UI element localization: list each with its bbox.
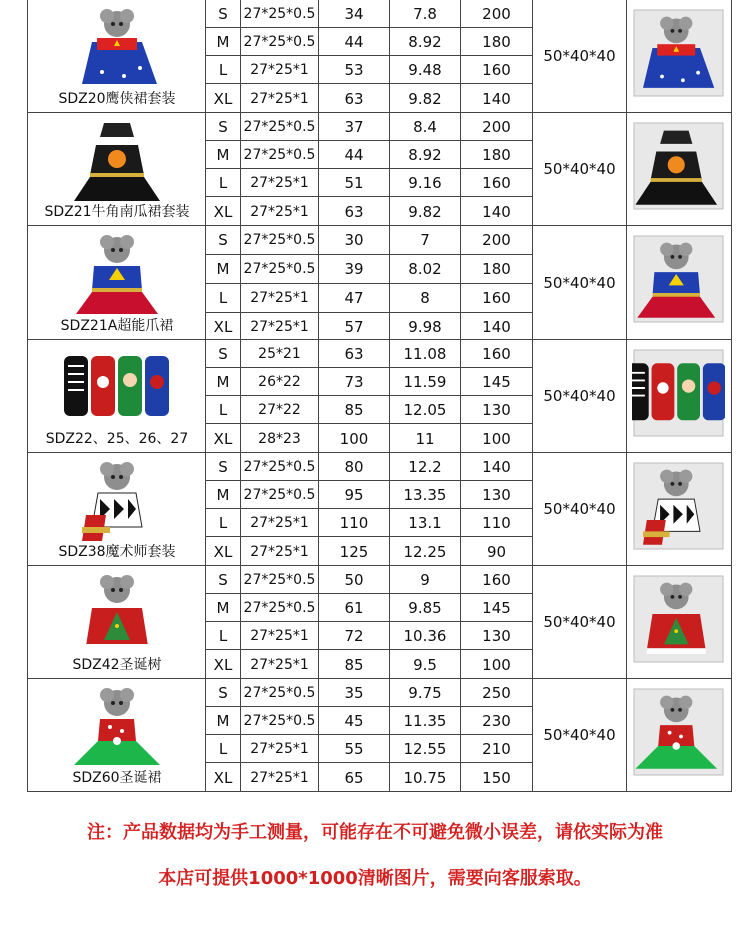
dimension-cell: 27*25*0.5 [241,481,319,508]
dimension-cell: 27*25*1 [241,284,319,312]
quantity-cell: 160 [461,56,533,83]
length-cell: 34 [319,0,390,27]
product-group [27,226,732,340]
product-cell [27,566,206,678]
size-rows [206,0,533,112]
package-photo-icon [632,8,725,98]
size-cell: M [206,28,241,55]
carton-size: 50*40*40 [533,566,627,678]
dimension-cell: 27*25*1 [241,509,319,536]
product-label: SDZ42圣诞树 [72,657,162,673]
quantity-cell: 100 [461,424,533,453]
size-rows [206,226,533,339]
product-group [27,566,732,679]
weight-cell: 9 [390,566,461,593]
table-row [206,481,533,509]
product-group [27,679,732,792]
length-cell: 110 [319,509,390,536]
quantity-cell: 145 [461,368,533,395]
size-cell: M [206,255,241,283]
quantity-cell: 160 [461,284,533,312]
size-cell: M [206,594,241,621]
package-photo-icon [632,348,725,438]
length-cell: 30 [319,226,390,254]
quantity-cell: 180 [461,28,533,55]
size-cell: L [206,56,241,83]
dimension-cell: 27*25*1 [241,56,319,83]
weight-cell: 9.16 [390,169,461,196]
weight-cell: 7.8 [390,0,461,27]
size-rows [206,113,533,225]
christmas-dress-icon [62,681,172,769]
quantity-cell: 140 [461,197,533,226]
package-photo [627,679,732,791]
table-row [206,650,533,679]
dimension-cell: 27*25*1 [241,622,319,649]
table-row [206,340,533,368]
dimension-cell: 27*25*1 [241,313,319,340]
weight-cell: 8.92 [390,28,461,55]
length-cell: 51 [319,169,390,196]
size-cell: M [206,368,241,395]
carton-size: 50*40*40 [533,340,627,452]
size-cell: S [206,113,241,140]
size-table [27,0,732,792]
package-photo-icon [632,687,725,777]
length-cell: 125 [319,537,390,566]
weight-cell: 11.35 [390,707,461,734]
length-cell: 63 [319,340,390,367]
disclaimer-note: 注：产品数据均为手工测量，可能存在不可避免微小误差，请依实际为准 [87,822,663,843]
weight-cell: 13.1 [390,509,461,536]
table-row [206,169,533,197]
quantity-cell: 200 [461,0,533,27]
size-rows [206,679,533,791]
length-cell: 50 [319,566,390,593]
length-cell: 61 [319,594,390,621]
length-cell: 63 [319,84,390,113]
weight-cell: 11 [390,424,461,453]
table-row [206,284,533,313]
size-cell: L [206,169,241,196]
dimension-cell: 27*25*1 [241,197,319,226]
package-photo [627,0,732,112]
size-cell: XL [206,84,241,113]
carton-size: 50*40*40 [533,0,627,112]
quantity-cell: 160 [461,169,533,196]
size-cell: L [206,622,241,649]
dimension-cell: 27*25*0.5 [241,255,319,283]
pumpkin-dress-icon [62,115,172,203]
product-group [27,0,732,113]
length-cell: 44 [319,141,390,168]
christmas-sweaters-icon [62,342,172,430]
table-row [206,28,533,56]
weight-cell: 12.2 [390,453,461,480]
product-cell [27,0,206,112]
size-cell: XL [206,424,241,453]
length-cell: 100 [319,424,390,453]
quantity-cell: 200 [461,113,533,140]
length-cell: 80 [319,453,390,480]
length-cell: 85 [319,650,390,679]
weight-cell: 9.82 [390,197,461,226]
product-group [27,453,732,566]
dimension-cell: 27*25*0.5 [241,113,319,140]
weight-cell: 8.92 [390,141,461,168]
size-cell: M [206,141,241,168]
product-label: SDZ21牛角南瓜裙套装 [44,204,190,220]
weight-cell: 9.85 [390,594,461,621]
carton-size: 50*40*40 [533,679,627,791]
size-rows [206,566,533,678]
package-photo [627,566,732,678]
package-photo-icon [632,121,725,211]
product-cell [27,679,206,791]
weight-cell: 9.75 [390,679,461,706]
dimension-cell: 28*23 [241,424,319,453]
dimension-cell: 27*25*1 [241,84,319,113]
package-photo-icon [632,234,725,324]
dimension-cell: 27*25*0.5 [241,679,319,706]
table-row [206,255,533,284]
carton-size: 50*40*40 [533,226,627,339]
super-paw-dress-icon [62,228,172,316]
product-label: SDZ38魔术师套装 [58,544,176,560]
table-row [206,368,533,396]
table-row [206,113,533,141]
package-photo-icon [632,461,725,551]
table-row [206,707,533,735]
package-photo [627,340,732,452]
package-photo [627,453,732,565]
weight-cell: 8 [390,284,461,312]
size-rows [206,453,533,565]
weight-cell: 9.98 [390,313,461,340]
dimension-cell: 27*25*1 [241,735,319,762]
table-row [206,141,533,169]
dimension-cell: 25*21 [241,340,319,367]
weight-cell: 9.48 [390,56,461,83]
weight-cell: 7 [390,226,461,254]
dimension-cell: 27*25*0.5 [241,707,319,734]
table-row [206,594,533,622]
table-row [206,453,533,481]
table-row [206,509,533,537]
size-cell: S [206,453,241,480]
table-row [206,197,533,226]
carton-size: 50*40*40 [533,113,627,225]
quantity-cell: 110 [461,509,533,536]
size-cell: XL [206,537,241,566]
length-cell: 37 [319,113,390,140]
quantity-cell: 200 [461,226,533,254]
quantity-cell: 130 [461,396,533,423]
length-cell: 73 [319,368,390,395]
quantity-cell: 100 [461,650,533,679]
size-cell: M [206,707,241,734]
length-cell: 85 [319,396,390,423]
carton-size: 50*40*40 [533,453,627,565]
package-photo [627,113,732,225]
product-label: SDZ20鹰侠裙套装 [58,91,176,107]
quantity-cell: 210 [461,735,533,762]
product-cell [27,226,206,339]
length-cell: 44 [319,28,390,55]
dimension-cell: 27*25*1 [241,650,319,679]
length-cell: 45 [319,707,390,734]
table-row [206,84,533,113]
table-row [206,763,533,792]
dimension-cell: 27*22 [241,396,319,423]
weight-cell: 9.5 [390,650,461,679]
quantity-cell: 130 [461,481,533,508]
dimension-cell: 27*25*0.5 [241,594,319,621]
size-cell: S [206,566,241,593]
length-cell: 39 [319,255,390,283]
dimension-cell: 27*25*0.5 [241,0,319,27]
quantity-cell: 140 [461,84,533,113]
weight-cell: 12.05 [390,396,461,423]
size-rows [206,340,533,452]
quantity-cell: 90 [461,537,533,566]
size-cell: S [206,0,241,27]
table-row [206,424,533,453]
table-row [206,0,533,28]
size-cell: XL [206,313,241,340]
dimension-cell: 27*25*0.5 [241,28,319,55]
product-group [27,113,732,226]
product-cell [27,340,206,452]
table-row [206,622,533,650]
weight-cell: 8.02 [390,255,461,283]
quantity-cell: 160 [461,340,533,367]
table-row [206,537,533,566]
quantity-cell: 140 [461,313,533,340]
size-cell: M [206,481,241,508]
length-cell: 95 [319,481,390,508]
table-row [206,313,533,340]
length-cell: 47 [319,284,390,312]
dimension-cell: 27*25*0.5 [241,141,319,168]
size-cell: L [206,509,241,536]
product-label: SDZ60圣诞裙 [72,770,162,786]
quantity-cell: 145 [461,594,533,621]
product-cell [27,453,206,565]
quantity-cell: 180 [461,255,533,283]
quantity-cell: 150 [461,763,533,792]
product-group [27,340,732,453]
length-cell: 72 [319,622,390,649]
size-cell: XL [206,650,241,679]
dimension-cell: 27*25*1 [241,169,319,196]
magician-costume-icon [62,455,172,543]
size-cell: S [206,226,241,254]
size-cell: XL [206,197,241,226]
package-photo-icon [632,574,725,664]
dimension-cell: 27*25*0.5 [241,226,319,254]
dimension-cell: 27*25*1 [241,537,319,566]
weight-cell: 12.25 [390,537,461,566]
size-cell: L [206,284,241,312]
size-cell: XL [206,763,241,792]
table-row [206,735,533,763]
quantity-cell: 250 [461,679,533,706]
quantity-cell: 130 [461,622,533,649]
length-cell: 57 [319,313,390,340]
quantity-cell: 140 [461,453,533,480]
size-cell: L [206,735,241,762]
product-label: SDZ22、25、26、27 [45,431,189,447]
weight-cell: 8.4 [390,113,461,140]
quantity-cell: 180 [461,141,533,168]
table-row [206,679,533,707]
size-cell: S [206,679,241,706]
length-cell: 55 [319,735,390,762]
quantity-cell: 230 [461,707,533,734]
weight-cell: 10.75 [390,763,461,792]
dimension-cell: 27*25*0.5 [241,453,319,480]
dimension-cell: 27*25*0.5 [241,566,319,593]
weight-cell: 10.36 [390,622,461,649]
weight-cell: 11.08 [390,340,461,367]
product-cell [27,113,206,225]
package-photo [627,226,732,339]
table-row [206,396,533,424]
weight-cell: 12.55 [390,735,461,762]
christmas-tree-coat-icon [62,568,172,656]
length-cell: 63 [319,197,390,226]
table-row [206,566,533,594]
size-cell: S [206,340,241,367]
table-row [206,56,533,84]
image-service-note: 本店可提供1000*1000清晰图片，需要向客服索取。 [158,868,592,889]
weight-cell: 9.82 [390,84,461,113]
dimension-cell: 27*25*1 [241,763,319,792]
quantity-cell: 160 [461,566,533,593]
table-row [206,226,533,255]
weight-cell: 11.59 [390,368,461,395]
dimension-cell: 26*22 [241,368,319,395]
weight-cell: 13.35 [390,481,461,508]
length-cell: 35 [319,679,390,706]
product-label: SDZ21A超能爪裙 [60,318,174,334]
size-cell: L [206,396,241,423]
length-cell: 53 [319,56,390,83]
dog-superhero-dress-icon [62,2,172,90]
length-cell: 65 [319,763,390,792]
